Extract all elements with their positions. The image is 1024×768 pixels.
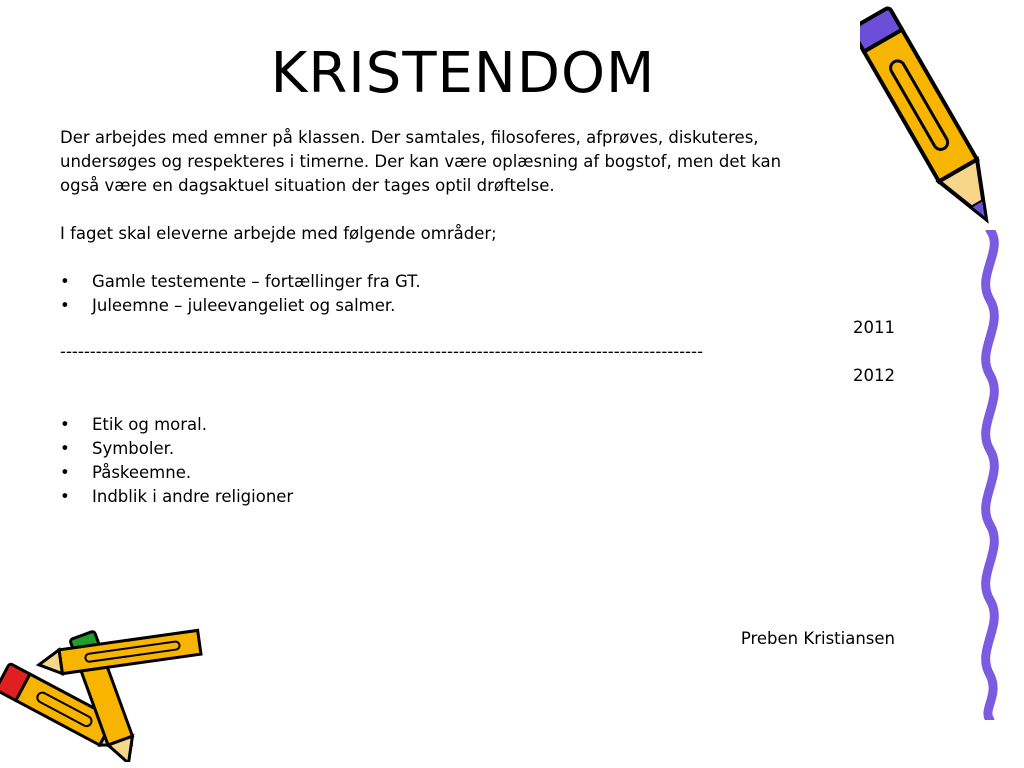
intro-text: I faget skal eleverne arbejde med følgende områder; bbox=[60, 224, 497, 243]
list-item: • Indblik i andre religioner bbox=[60, 485, 293, 509]
pencil-icon bbox=[860, 2, 1000, 242]
topic-list-2011 bbox=[60, 270, 421, 318]
dashed-divider: ------------------------------------------------------------------------------------------------------------ bbox=[60, 342, 704, 361]
decorative-squiggle bbox=[970, 230, 1010, 720]
paragraph-line: Der arbejdes med emner på klassen. Der samtales, filosoferes, afprøves, diskuteres, bbox=[60, 128, 759, 147]
list-item: • Symboler. bbox=[60, 437, 293, 461]
author-name: Preben Kristiansen bbox=[740, 629, 895, 648]
list-item: • Etik og moral. bbox=[60, 413, 293, 437]
list-item: • Påskeemne. bbox=[60, 461, 293, 485]
year-label-2011: 2011 bbox=[853, 318, 895, 337]
year-label-2012: 2012 bbox=[853, 366, 895, 385]
page-title: KRISTENDOM bbox=[270, 41, 656, 106]
paragraph-line: også være en dagsaktuel situation der tages optil drøftelse. bbox=[60, 176, 555, 195]
list-item: • Gamle testemente – fortællinger fra GT. bbox=[60, 270, 421, 294]
paragraph-line: undersøges og respekteres i timerne. Der kan være oplæsning af bogstof, men det kan bbox=[60, 152, 782, 171]
crossed-pencils-icon bbox=[0, 612, 210, 762]
topic-list-2012 bbox=[60, 413, 293, 509]
description-paragraph bbox=[60, 126, 896, 198]
list-item: • Juleemne – juleevangeliet og salmer. bbox=[60, 294, 421, 318]
